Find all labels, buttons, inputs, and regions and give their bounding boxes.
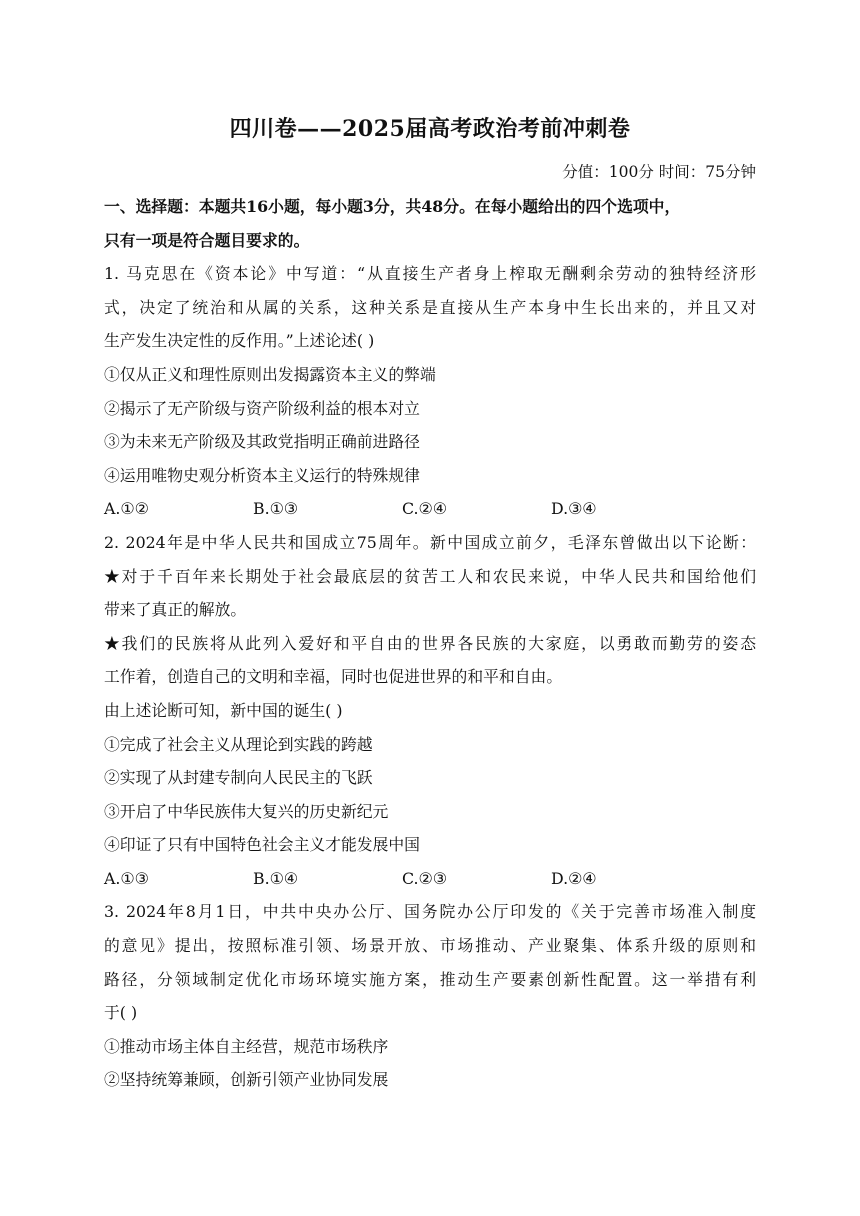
q3-stem-line-1: 3. 2024年8月1日，中共中央办公厅、国务院办公厅印发的《关于完善市场准入制度 [104,902,756,922]
q1-option-a: A.①② [104,499,149,519]
section-heading-line-1: 一、选择题：本题共16小题，每小题3分，共48分。在每小题给出的四个选项中， [104,197,681,216]
q1-stem-line-3: 生产发生决定性的反作用。”上述论述( ) [104,331,375,351]
page-title: 四川卷——2025届高考政治考前冲刺卷 [229,116,631,142]
q2-item-1: ①完成了社会主义从理论到实践的跨越 [104,734,373,754]
q2-stem-line-6: 由上述论断可知，新中国的诞生( ) [104,700,343,720]
q2-option-b: B.①④ [253,868,298,888]
q2-stem-line-3: 带来了真正的解放。 [104,600,247,620]
q2-item-4: ④印证了只有中国特色社会主义才能发展中国 [104,835,420,855]
q2-stem-line-1: 2. 2024年是中华人民共和国成立75周年。新中国成立前夕，毛泽东曾做出以下论断： [104,532,756,552]
q1-stem-line-1: 1. 马克思在《资本论》中写道：“从直接生产者身上榨取无酬剩余劳动的独特经济形 [104,264,756,284]
q2-option-a: A.①③ [104,868,149,888]
q2-item-2: ②实现了从封建专制向人民民主的飞跃 [104,768,373,788]
q2-item-3: ③开启了中华民族伟大复兴的历史新纪元 [104,801,389,821]
score-time-info: 分值：100分 时间：75分钟 [562,163,756,181]
q2-options [104,862,756,896]
q1-item-1: ①仅从正义和理性原则出发揭露资本主义的弊端 [104,364,436,384]
exam-body [104,190,756,1097]
q3-stem-line-2: 的意见》提出，按照标准引领、场景开放、市场推动、产业聚集、体系升级的原则和 [104,936,756,956]
q1-item-2: ②揭示了无产阶级与资产阶级利益的根本对立 [104,398,420,418]
q3-stem-line-4: 于( ) [104,1003,138,1023]
q1-item-4: ④运用唯物史观分析资本主义运行的特殊规律 [104,465,420,485]
q1-option-c: C.②④ [402,499,447,519]
q2-stem-line-2: ★对于千百年来长期处于社会最底层的贫苦工人和农民来说，中华人民共和国给他们 [104,566,756,586]
q2-option-d: D.②④ [551,868,597,888]
q3-item-2: ②坚持统筹兼顾，创新引领产业协同发展 [104,1070,389,1090]
q2-stem-line-5: 工作着，创造自己的文明和幸福，同时也促进世界的和平和自由。 [104,667,563,687]
q1-option-d: D.③④ [551,499,597,519]
q1-option-b: B.①③ [253,499,298,519]
q3-item-1: ①推动市场主体自主经营，规范市场秩序 [104,1036,389,1056]
q1-item-3: ③为未来无产阶级及其政党指明正确前进路径 [104,432,420,452]
q2-option-c: C.②③ [402,868,447,888]
q1-stem-line-2: 式，决定了统治和从属的关系，这种关系是直接从生产本身中生长出来的，并且又对 [104,297,756,317]
q2-stem-line-4: ★我们的民族将从此列入爱好和平自由的世界各民族的大家庭，以勇敢而勤劳的姿态 [104,633,756,653]
q3-stem-line-3: 路径，分领域制定优化市场环境实施方案，推动生产要素创新性配置。这一举措有利 [104,969,756,989]
q1-options [104,492,756,526]
section-heading-line-2: 只有一项是符合题目要求的。 [104,230,310,250]
